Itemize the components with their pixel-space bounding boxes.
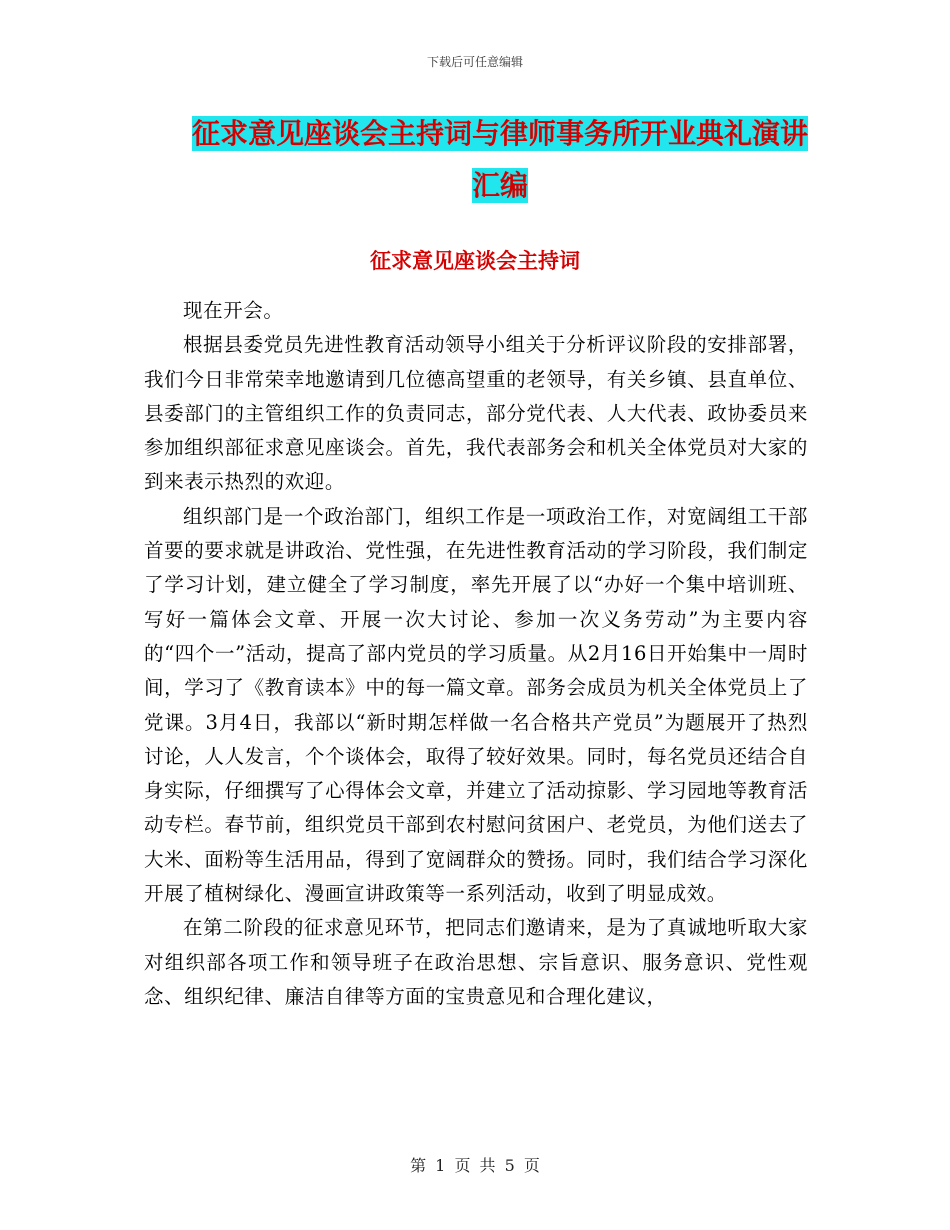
- document-title: [190, 108, 810, 212]
- section-title: 征求意见座谈会主持词: [370, 249, 580, 273]
- paragraph: 现在开会。: [183, 299, 284, 322]
- paragraph: 根据县委党员先进性教育活动领导小组关于分析评议阶段的安排部署，我们今日非常荣幸地邀请到几位德高望重的老领导，有关乡镇、县直单位、县委部门的主管组织工作的负责同志，部分党代表、人大代表、政协委员来参加组织部征求意见座谈会。首先，我代表部务会和机关全体党员对大家的到来表示热烈的欢迎。: [144, 333, 808, 494]
- paragraph: 组织部门是一个政治部门，组织工作是一项政治工作，对宽阔组工干部首要的要求就是讲政治、党性强，在先进性教育活动的学习阶段，我们制定了学习计划，建立健全了学习制度，率先开展了以“办好一个集中培训班、写好一篇体会文章、开展一次大讨论、参加一次义务劳动”为主要内容的“四个一”活动，提高了部内党员的学习质量。从2月16日开始集中一周时间，学习了《教育读本》中的每一篇文章。部务会成员为机关全体党员上了党课。3月4日，我部以“新时期怎样做一名合格共产党员”为题展开了热烈讨论，人人发言，个个谈体会，取得了较好效果。同时，每名党员还结合自身实际，仔细撰写了心得体会文章，并建立了活动掠影、学习园地等教育活动专栏。春节前，组织党员干部到农村慰问贫困户、老党员，为他们送去了大米、面粉等生活用品，得到了宽阔群众的赞扬。同时，我们结合学习深化开展了植树绿化、漫画宣讲政策等一系列活动，收到了明显成效。: [144, 504, 808, 906]
- document-body: [144, 294, 808, 1014]
- document-title-text: 征求意见座谈会主持词与律师事务所开业典礼演讲汇编: [191, 117, 808, 202]
- paragraph: 在第二阶段的征求意见环节，把同志们邀请来，是为了真诚地听取大家对组织部各项工作和领导班子在政治思想、宗旨意识、服务意识、党性观念、组织纪律、廉洁自律等方面的宝贵意见和合理化建议，: [144, 916, 808, 1008]
- page-number-footer: 第 1 页 共 5 页: [410, 1156, 540, 1175]
- page-header-note: 下载后可任意编辑: [426, 55, 523, 69]
